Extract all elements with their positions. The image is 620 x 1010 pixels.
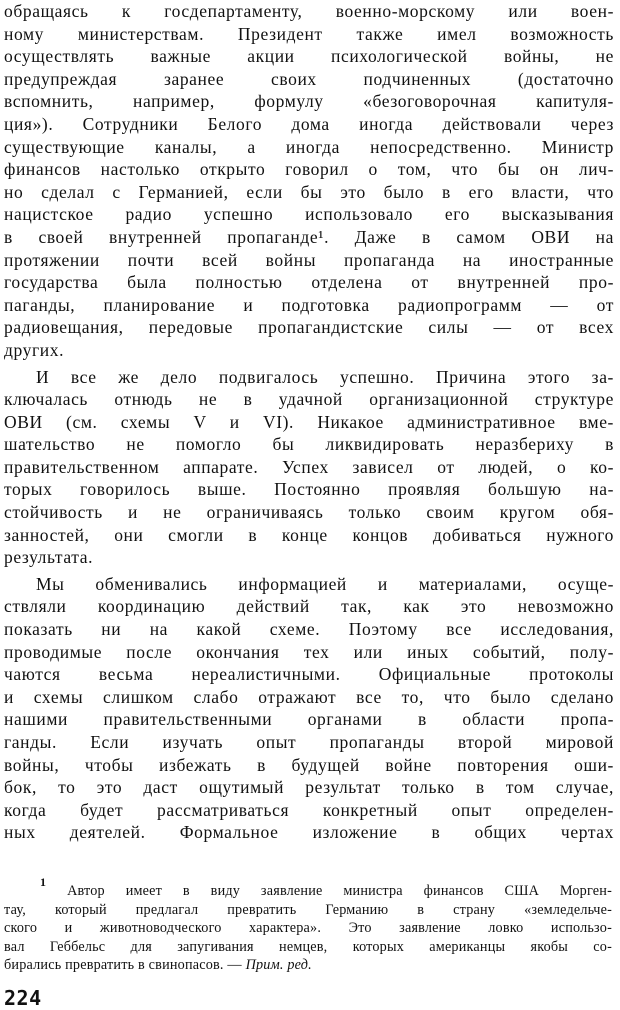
footnote-line: вал Геббельс для запугивания немцев, которых американцы якобы со- — [4, 938, 612, 955]
text-line: финансов настолько открыто говорил о том, что бы он лич- — [4, 159, 614, 180]
text-line: нашими правительственными органами в области пропа- — [4, 709, 614, 730]
text-line: существующие каналы, а иногда непосредственно. Министр — [4, 136, 614, 157]
text-line: стойчивость и не ограничиваясь только своим кругом обя- — [4, 502, 614, 523]
footnote-marker: 1 — [40, 875, 47, 890]
text-line: торых говорилось выше. Постоянно проявляя большую на- — [4, 479, 614, 500]
text-line: ному министерствам. Президент также имел возможность — [4, 23, 614, 44]
text-line: войны, чтобы избежать в будущей войне повторения оши- — [4, 754, 614, 775]
text-line: в своей внутренней пропаганде¹. Даже в самом ОВИ на — [4, 226, 614, 247]
text-line: радиовещания, передовые пропагандистские силы — от всех — [4, 317, 614, 338]
text-line: ных деятелей. Формальное изложение в общих чертах — [4, 822, 614, 843]
text-line: когда будет рассматриваться конкретный опыт определен- — [4, 799, 614, 820]
paragraph-1 — [4, 0, 614, 362]
text-line: шательство не помогло бы ликвидировать неразбериху в — [4, 434, 614, 455]
text-line: нацистское радио успешно использовало его высказывания — [4, 204, 614, 225]
text-line: вспомнить, например, формулу «безоговорочная капитуля- — [4, 91, 614, 112]
text-line: ствляли координацию действий так, как это невозможно — [4, 596, 614, 617]
text-line: результата. — [4, 547, 94, 568]
text-line: чаются весьма нереалистичными. Официальные протоколы — [4, 664, 614, 685]
footnote-line: тау, который предлагал превратить Германию в страну «земледельче- — [4, 901, 612, 918]
text-line: протяжении почти всей войны пропаганда на иностранные — [4, 249, 614, 270]
text-line: и схемы слишком слабо отражают все то, что было сделано — [4, 686, 614, 707]
text-line: осуществлять важные акции психологической войны, не — [4, 46, 614, 67]
text-line: ОВИ (см. схемы V и VI). Никакое административное вме- — [4, 411, 614, 432]
text-line: ция»). Сотрудники Белого дома иногда действовали через — [4, 113, 614, 134]
text-line: обращаясь к госдепартаменту, военно-морскому или воен- — [4, 1, 614, 21]
footnote-line — [4, 875, 613, 901]
text-line: но сделал с Германией, если бы это было в его власти, что — [4, 181, 614, 202]
text-line: ключалась отнюдь не в удачной организационной структуре — [4, 389, 614, 410]
text-line: бок, то это даст ощутимый результат только в том случае, — [4, 777, 614, 798]
paragraph-2 — [4, 366, 614, 569]
text-line: предупреждая заранее своих подчиненных (достаточно — [4, 68, 614, 89]
editor-note: Прим. ред. — [245, 957, 312, 974]
page-number: 224 — [4, 986, 42, 1010]
text-line: государства была полностью отделена от внутренней про- — [4, 272, 614, 293]
main-text — [4, 0, 614, 844]
text-line: паганды, планирование и подготовка радиопрограмм — от — [4, 294, 614, 315]
text-line: других. — [4, 339, 65, 360]
text-line: занностей, они смогли в конце концов добиваться нужного — [4, 524, 614, 545]
text-line: правительственном аппарате. Успех зависел от людей, о ко- — [4, 456, 614, 477]
text-line: ганды. Если изучать опыт пропаганды второй мировой — [4, 732, 614, 752]
footnote-text: Автор имеет в виду заявление министра финансов США Морген- — [67, 883, 613, 899]
footnote-line — [4, 956, 612, 975]
text-line: показать ни на какой схеме. Поэтому все исследования, — [4, 619, 614, 640]
footnote-line: ского и животноводческого характера». Это заявление ловко использо- — [4, 920, 612, 937]
footnote-text: бирались превратить в свинопасов. — — [4, 957, 242, 974]
footnote — [4, 875, 613, 975]
paragraph-3 — [4, 573, 614, 844]
text-line: Мы обменивались информацией и материалами, осуще- — [36, 573, 614, 594]
text-line: И все же дело подвигалось успешно. Причина этого за- — [36, 366, 614, 387]
text-line: проводимые после окончания тех или иных событий, полу- — [4, 641, 614, 662]
